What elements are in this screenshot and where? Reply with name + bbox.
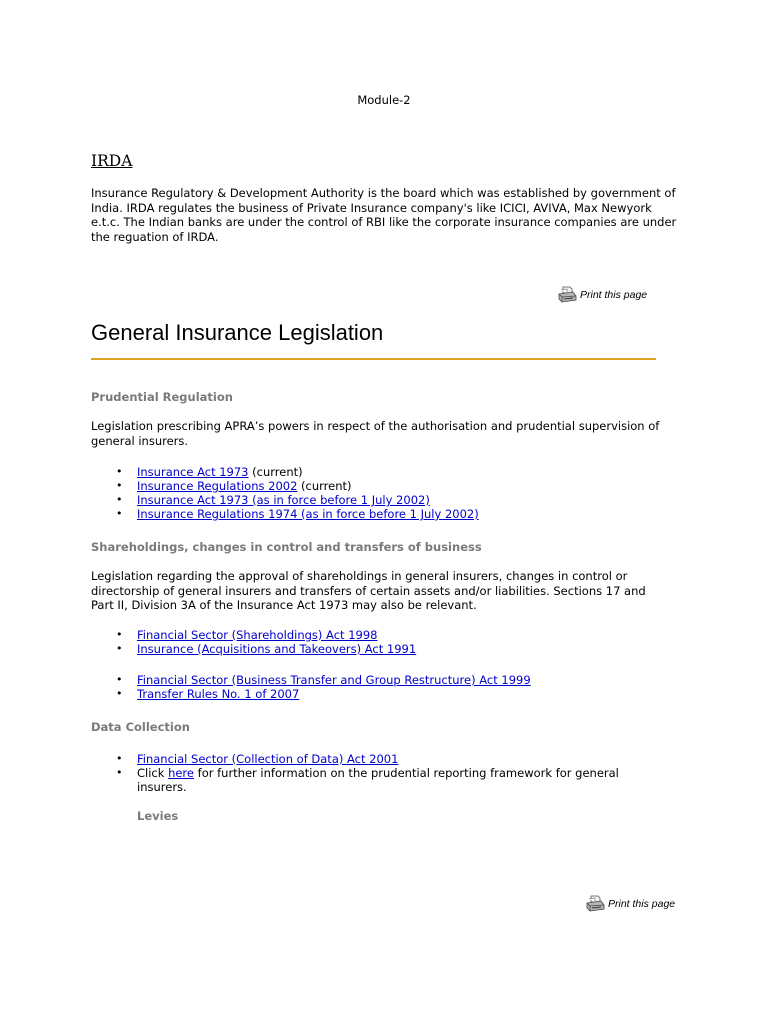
- print-page-link-top[interactable]: [557, 285, 647, 305]
- prudential-paragraph: Legislation prescribing APRA’s powers in respect of the authorisation and prudential supervision of general insurers.: [91, 419, 660, 448]
- link-here[interactable]: here: [168, 766, 194, 780]
- irda-heading: IRDA: [91, 152, 133, 170]
- print-page-label: Print this page: [608, 897, 676, 910]
- link-insurance-regulations-2002[interactable]: Insurance Regulations 2002: [137, 479, 298, 493]
- link-collection-of-data-act-2001[interactable]: Financial Sector (Collection of Data) Act 2001: [137, 752, 399, 766]
- list-item: [116, 493, 636, 507]
- page-title: General Insurance Legislation: [91, 320, 384, 345]
- module-label: Module-2: [357, 93, 411, 107]
- link-transfer-rules-2007[interactable]: Transfer Rules No. 1 of 2007: [137, 687, 300, 701]
- list-item: [116, 766, 636, 794]
- printer-icon: [557, 285, 577, 305]
- shareholdings-list-b: [116, 673, 636, 701]
- shareholdings-list-a: [116, 628, 636, 656]
- link-shareholdings-act-1998[interactable]: Financial Sector (Shareholdings) Act 1998: [137, 628, 378, 642]
- printer-icon: [585, 894, 605, 914]
- click-suffix: for further information on the prudential reporting framework for general insurers.: [137, 766, 619, 794]
- section-heading-shareholdings: Shareholdings, changes in control and transfers of business: [91, 540, 482, 554]
- title-divider: [91, 358, 656, 360]
- section-heading-prudential: Prudential Regulation: [91, 390, 233, 404]
- section-heading-data-collection: Data Collection: [91, 720, 190, 734]
- item-suffix: (current): [248, 465, 303, 479]
- list-item: [116, 465, 636, 479]
- link-business-transfer-act-1999[interactable]: Financial Sector (Business Transfer and Group Restructure) Act 1999: [137, 673, 531, 687]
- list-item: [116, 507, 636, 521]
- list-item: [116, 628, 636, 642]
- print-page-link-bottom[interactable]: [585, 894, 675, 914]
- shareholdings-paragraph: Legislation regarding the approval of shareholdings in general insurers, changes in control or directorship of general insurers and transfers of certain assets and/or liabilities. Sections 17 and Part II, Division 3A of the Insurance Act 1973 may also be relevant.: [91, 569, 646, 612]
- list-item: [116, 752, 636, 766]
- link-acquisitions-takeovers-act-1991[interactable]: Insurance (Acquisitions and Takeovers) Act 1991: [137, 642, 417, 656]
- print-page-label: Print this page: [580, 288, 648, 301]
- list-item: [116, 687, 636, 701]
- data-collection-list: [116, 752, 636, 794]
- link-insurance-regulations-1974-pre-2002[interactable]: Insurance Regulations 1974 (as in force before 1 July 2002): [137, 507, 479, 521]
- item-suffix: (current): [297, 479, 352, 493]
- list-item: [116, 642, 636, 656]
- list-item: [116, 673, 636, 687]
- irda-paragraph: Insurance Regulatory & Development Authority is the board which was established by government of India. IRDA regulates the business of Private Insurance company's like ICICI, AVIVA, Max Newyork e.t.c. The Indian banks are under the control of RBI like the corporate insurance companies are under the reguation of IRDA.: [91, 186, 677, 244]
- link-insurance-act-1973-pre-2002[interactable]: Insurance Act 1973 (as in force before 1 July 2002): [137, 493, 430, 507]
- prudential-list: [116, 465, 636, 521]
- click-prefix: Click: [137, 766, 169, 780]
- list-item: [116, 479, 636, 493]
- link-insurance-act-1973[interactable]: Insurance Act 1973: [137, 465, 249, 479]
- section-heading-levies: Levies: [137, 809, 179, 823]
